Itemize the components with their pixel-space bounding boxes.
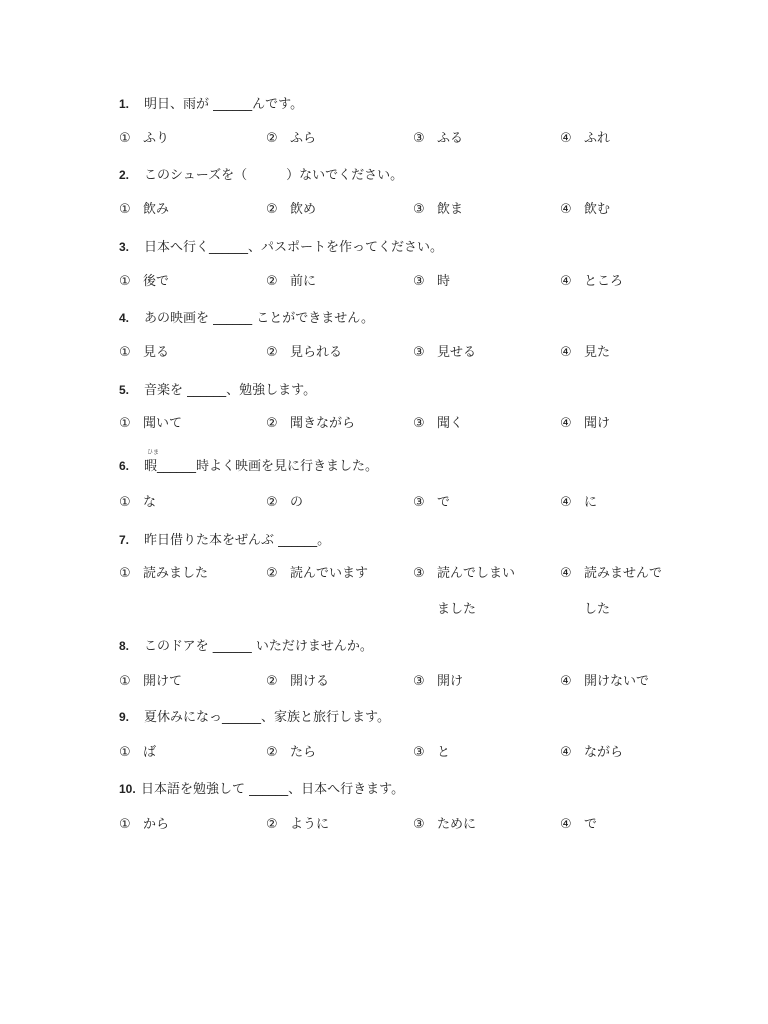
question-text: このドアを ______ いただけませんか。 [144, 639, 373, 654]
option-text: 見た [584, 345, 611, 360]
options-row-1 [119, 128, 719, 150]
option-text: ふら [290, 131, 317, 146]
option-marker: ② [266, 416, 278, 431]
option-marker: ④ [560, 274, 572, 289]
question-text: 日本へ行く______、パスポートを作ってください。 [144, 240, 444, 255]
option-text: ば [143, 745, 157, 760]
ruby-base: 暇 [144, 459, 158, 474]
option-2[interactable] [266, 413, 355, 435]
option-marker: ② [266, 495, 278, 510]
options-row-10 [119, 814, 719, 836]
option-text: 飲む [584, 202, 611, 217]
option-text: 読みました [143, 566, 209, 581]
question-number: 3. [119, 240, 130, 254]
option-text: と [437, 745, 451, 760]
option-2[interactable] [266, 342, 342, 364]
option-text: 聞く [437, 416, 464, 431]
option-text: 見せる [437, 345, 477, 360]
option-text: ふり [143, 131, 170, 146]
option-text: ふる [437, 131, 464, 146]
options-row-4 [119, 342, 719, 364]
option-4[interactable] [560, 671, 649, 693]
option-2[interactable] [266, 563, 368, 585]
option-text: 聞いて [143, 416, 183, 431]
option-marker: ④ [560, 817, 572, 832]
option-text: 飲ま [437, 202, 464, 217]
option-text: の [290, 495, 304, 510]
option-marker: ③ [413, 416, 425, 431]
option-text: 時 [437, 274, 451, 289]
question-number: 6. [119, 459, 130, 473]
option-marker: ② [266, 202, 278, 217]
option-text: ながら [584, 745, 624, 760]
option-text: 読んでいます [290, 566, 369, 581]
option-2[interactable] [266, 199, 316, 221]
option-2[interactable] [266, 492, 303, 514]
question-4 [119, 307, 374, 329]
option-marker: ④ [560, 416, 572, 431]
option-4[interactable] [560, 199, 610, 221]
option-text: 開けないで [584, 674, 650, 689]
option-2[interactable] [266, 671, 329, 693]
option-text: 見る [143, 345, 170, 360]
option-marker: ② [266, 745, 278, 760]
option-marker: ③ [413, 566, 425, 581]
option-text: ように [290, 817, 330, 832]
option-text: 後で [143, 274, 170, 289]
question-8 [119, 635, 373, 657]
question-text: 明日、雨が ______んです。 [144, 97, 304, 112]
option-marker: ① [119, 274, 131, 289]
question-number: 8. [119, 639, 130, 653]
option-1[interactable] [119, 563, 208, 585]
question-text: 日本語を勉強して ______、日本へ行きます。 [141, 782, 405, 797]
furigana: ひま [147, 449, 160, 456]
option-marker: ② [266, 345, 278, 360]
option-3[interactable] [413, 492, 450, 514]
option-text: 聞きながら [290, 416, 356, 431]
option-marker: ② [266, 817, 278, 832]
question-number: 4. [119, 311, 130, 325]
option-marker: ④ [560, 745, 572, 760]
question-6 [119, 449, 379, 477]
option-1[interactable] [119, 271, 169, 293]
options-row-5 [119, 413, 719, 435]
option-1[interactable] [119, 342, 169, 364]
option-text: 見られる [290, 345, 343, 360]
options-row-7 [119, 563, 719, 617]
option-4[interactable] [560, 271, 623, 293]
option-1[interactable] [119, 128, 169, 150]
option-marker: ④ [560, 202, 572, 217]
options-row-2 [119, 199, 719, 221]
question-9 [119, 706, 390, 728]
option-2[interactable] [266, 128, 316, 150]
question-5 [119, 379, 316, 401]
option-marker: ① [119, 131, 131, 146]
option-marker: ① [119, 416, 131, 431]
question-text: 音楽を ______、勉強します。 [144, 383, 317, 398]
option-text: ふれ [584, 131, 611, 146]
option-2[interactable] [266, 814, 329, 836]
option-marker: ① [119, 566, 131, 581]
option-3[interactable] [413, 742, 450, 764]
question-1 [119, 93, 303, 115]
option-1[interactable] [119, 413, 182, 435]
option-1[interactable] [119, 671, 182, 693]
option-3[interactable] [413, 413, 463, 435]
option-text: 前に [290, 274, 317, 289]
option-3[interactable] [413, 671, 463, 693]
option-marker: ② [266, 674, 278, 689]
options-row-6 [119, 492, 719, 514]
option-4[interactable] [560, 742, 623, 764]
option-marker: ④ [560, 131, 572, 146]
option-text: ために [437, 817, 477, 832]
option-text: で [437, 495, 451, 510]
option-text: で [584, 817, 598, 832]
option-3[interactable] [413, 128, 463, 150]
option-text: たら [290, 745, 317, 760]
option-text: 飲み [143, 202, 170, 217]
option-marker: ③ [413, 745, 425, 760]
option-3[interactable] [413, 814, 476, 836]
option-3[interactable] [413, 563, 516, 617]
option-marker: ④ [560, 566, 572, 581]
option-2[interactable] [266, 271, 316, 293]
option-4[interactable] [560, 814, 597, 836]
option-text: な [143, 495, 157, 510]
option-marker: ② [266, 566, 278, 581]
option-text-continued: ました [437, 602, 477, 617]
option-marker: ③ [413, 345, 425, 360]
option-marker: ③ [413, 274, 425, 289]
question-number: 9. [119, 710, 130, 724]
option-marker: ① [119, 674, 131, 689]
option-marker: ③ [413, 202, 425, 217]
option-1[interactable] [119, 199, 169, 221]
option-marker: ③ [413, 131, 425, 146]
question-text: あの映画を ______ ことができません。 [144, 311, 375, 326]
option-4[interactable] [560, 563, 663, 617]
option-marker: ④ [560, 495, 572, 510]
question-number: 1. [119, 97, 130, 111]
options-row-3 [119, 271, 719, 293]
ruby-word [144, 449, 160, 478]
option-marker: ① [119, 345, 131, 360]
question-text: 昨日借りた本をぜんぶ ______。 [144, 533, 331, 548]
question-10 [119, 778, 404, 800]
option-3[interactable] [413, 342, 476, 364]
option-marker: ④ [560, 674, 572, 689]
option-text: 読みませんで [584, 566, 663, 581]
question-text: このシューズを（ ）ないでください。 [144, 168, 404, 183]
question-text: ______時よく映画を見に行きました。 [157, 459, 379, 474]
question-number: 5. [119, 383, 130, 397]
option-4[interactable] [560, 492, 597, 514]
option-marker: ① [119, 202, 131, 217]
option-marker: ③ [413, 495, 425, 510]
question-text: 夏休みになっ______、家族と旅行します。 [144, 710, 390, 725]
question-3 [119, 236, 443, 258]
option-3[interactable] [413, 199, 463, 221]
option-text: ところ [584, 274, 624, 289]
option-4[interactable] [560, 413, 610, 435]
option-3[interactable] [413, 271, 450, 293]
option-marker: ④ [560, 345, 572, 360]
option-4[interactable] [560, 128, 610, 150]
question-number: 2. [119, 168, 130, 182]
option-marker: ① [119, 745, 131, 760]
option-2[interactable] [266, 742, 316, 764]
option-1[interactable] [119, 742, 156, 764]
option-text: 読んでしまい [437, 566, 516, 581]
question-2 [119, 164, 403, 186]
option-text: 飲め [290, 202, 317, 217]
option-text: 開ける [290, 674, 330, 689]
option-text: 聞け [584, 416, 611, 431]
option-marker: ② [266, 274, 278, 289]
option-marker: ③ [413, 674, 425, 689]
option-marker: ① [119, 817, 131, 832]
option-text: から [143, 817, 170, 832]
option-4[interactable] [560, 342, 610, 364]
option-text: 開け [437, 674, 464, 689]
option-marker: ② [266, 131, 278, 146]
option-marker: ③ [413, 817, 425, 832]
options-row-8 [119, 671, 719, 693]
question-7 [119, 529, 330, 551]
option-text: に [584, 495, 598, 510]
question-number: 7. [119, 533, 130, 547]
option-1[interactable] [119, 814, 169, 836]
question-number: 10. [119, 782, 136, 796]
option-marker: ① [119, 495, 131, 510]
options-row-9 [119, 742, 719, 764]
option-text-continued: した [584, 602, 611, 617]
option-text: 開けて [143, 674, 183, 689]
option-1[interactable] [119, 492, 156, 514]
